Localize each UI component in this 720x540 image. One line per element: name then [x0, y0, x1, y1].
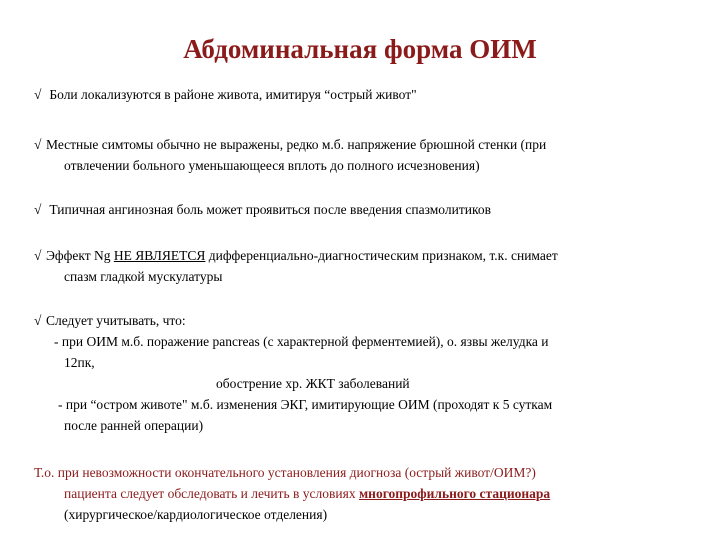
check-mark-icon: √	[34, 248, 42, 263]
page-title: Абдоминальная форма ОИМ	[183, 34, 537, 64]
emphasis-text: многопрофильного стационара	[358, 486, 551, 501]
check-mark-icon: √	[34, 137, 42, 152]
sub-item-continuation: 12пк,	[64, 355, 95, 370]
bullet-text-continuation: спазм гладкой мускулатуры	[64, 269, 223, 284]
bullet-text: дифференциально-диагностическим признаком, т.к. снимает	[205, 248, 558, 263]
conclusion	[34, 462, 694, 525]
conclusion-text: пациента следует обследовать и лечить в условиях	[64, 486, 359, 501]
sub-item-text: - при ОИМ м.б. поражение pancreas (с характерной ферментемией), о. язвы желудка и	[54, 334, 549, 349]
conclusion-text: Т.о. при невозможности окончательного установления диогноза (острый живот/ОИМ?)	[34, 465, 536, 480]
sub-item-continuation: после ранней операции)	[64, 418, 204, 433]
bullet-consider	[34, 310, 694, 436]
check-mark-icon: √	[34, 313, 42, 328]
bullet-text-continuation: отвлечении больного уменьшающееся вплоть до полного исчезновения)	[64, 158, 480, 173]
conclusion-text: (хирургическое/кардиологическое отделения)	[64, 507, 328, 522]
emphasis-text: НЕ ЯВЛЯЕТСЯ	[113, 248, 206, 263]
bullet-text: Эффект Ng	[46, 248, 114, 263]
bullet-ng-effect	[34, 245, 694, 287]
sub-item-continuation: обострение хр. ЖКТ заболеваний	[216, 376, 410, 391]
bullet-text: Местные симтомы обычно не выражены, редко м.б. напряжение брюшной стенки (при	[46, 137, 547, 152]
bullet-text: Типичная ангинозная боль может проявиться после введения спазмолитиков	[49, 202, 491, 217]
bullet-text: Следует учитывать, что:	[46, 313, 186, 328]
bullet-text: Боли локализуются в районе живота, имитируя “острый живот"	[49, 87, 417, 102]
bullet-local-symptoms	[34, 134, 694, 176]
check-mark-icon: √	[34, 202, 42, 217]
sub-item-text: - при “остром животе" м.б. изменения ЭКГ, имитирующие ОИМ (проходят к 5 суткам	[58, 397, 553, 412]
check-mark-icon: √	[34, 87, 42, 102]
bullet-pain-location	[34, 84, 694, 105]
bullet-anginal-pain	[34, 199, 694, 220]
